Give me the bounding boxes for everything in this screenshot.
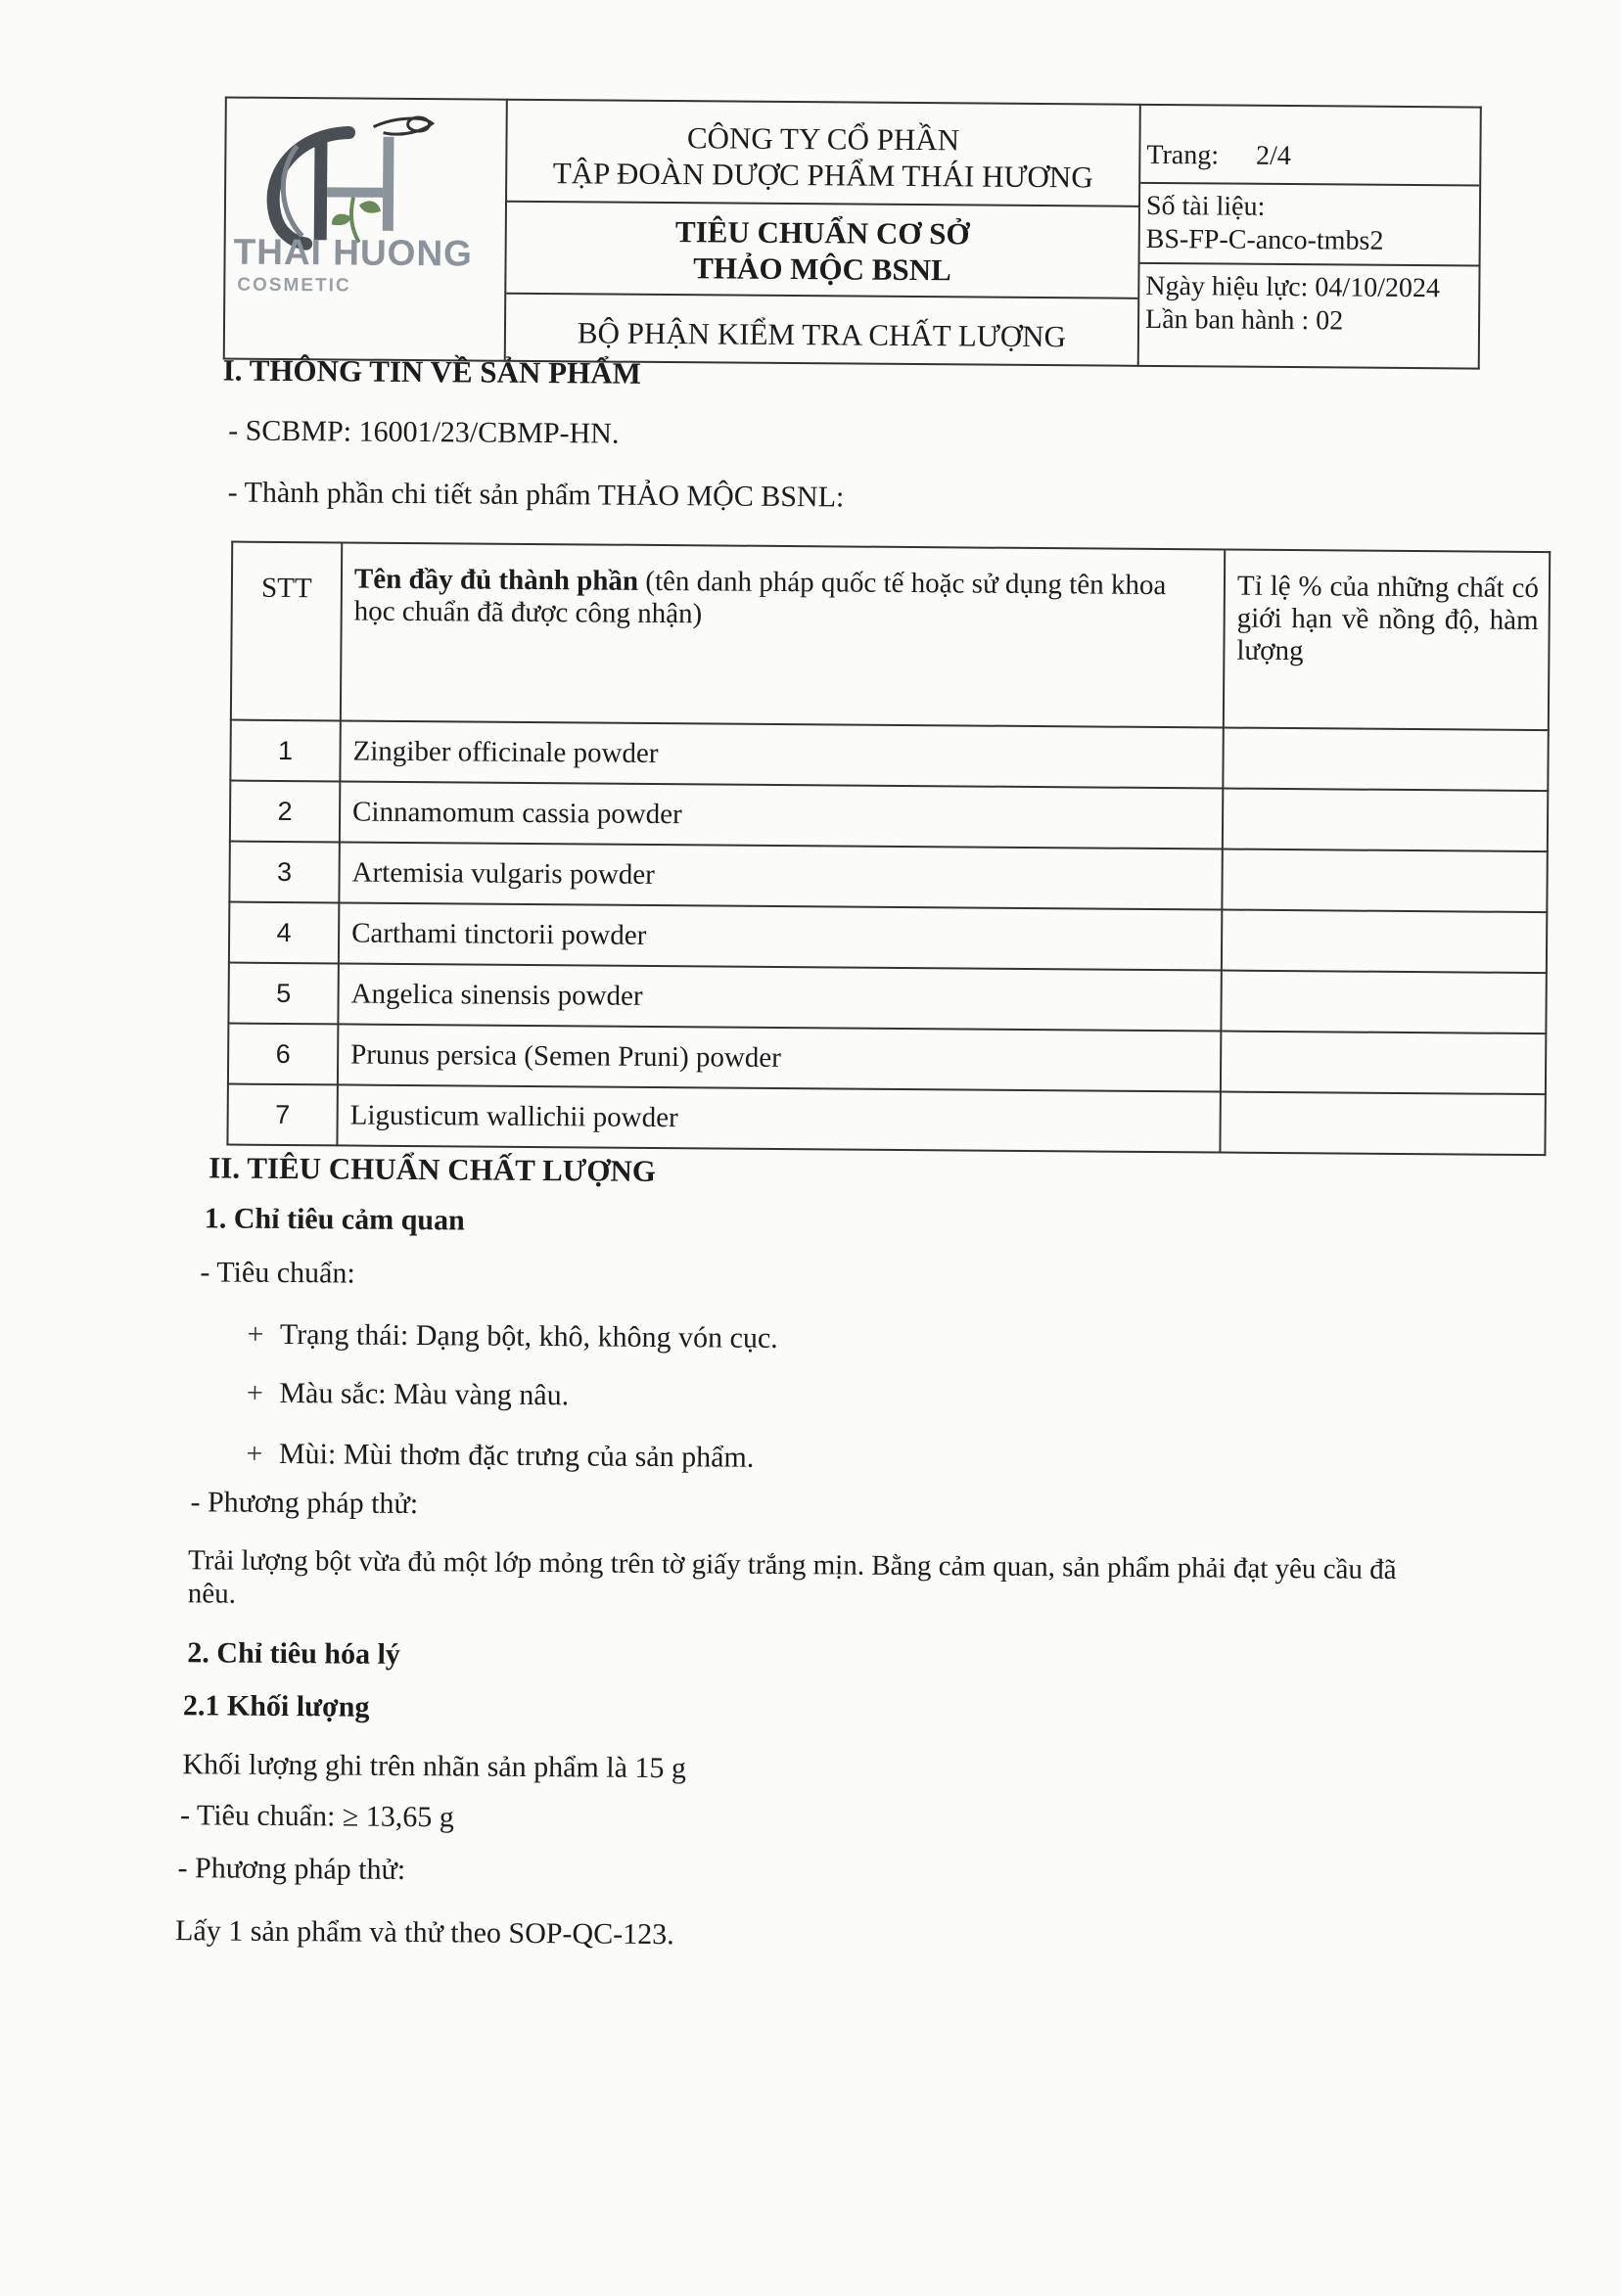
table-row <box>227 1084 1545 1156</box>
table-row <box>230 781 1548 852</box>
section-1-title: I. THÔNG TIN VỀ SẢN PHẨM <box>222 352 641 390</box>
company-name <box>507 101 1139 207</box>
table-row <box>229 842 1547 913</box>
col-name-bold: Tên đầy đủ thành phần <box>353 563 639 597</box>
plus-icon: + <box>246 1437 263 1470</box>
row-ratio <box>1222 910 1547 974</box>
row-ratio <box>1222 850 1547 913</box>
row-name: Prunus persica (Semen Pruni) powder <box>338 1024 1221 1091</box>
row-stt: 7 <box>227 1084 337 1146</box>
thai-huong-logo-icon <box>235 107 496 336</box>
standard-label: - Tiêu chuẩn: <box>200 1256 355 1290</box>
row-ratio <box>1223 728 1548 792</box>
col-ratio-header: Tỉ lệ % của những chất có giới hạn về nồng độ, hàm lượng <box>1224 550 1550 731</box>
row-stt: 2 <box>230 781 340 843</box>
standard-line-2: THẢO MỘC BSNL <box>693 251 951 288</box>
bullet-item <box>230 1437 755 1476</box>
table-row <box>228 963 1546 1034</box>
composition-intro: - Thành phần chi tiết sản phẩm THẢO MỘC BSNL: <box>227 476 845 514</box>
subsection-2-title: 2. Chỉ tiêu hóa lý <box>187 1636 401 1671</box>
logo-name: THAI HUONG <box>233 231 474 274</box>
row-name: Carthami tinctorii powder <box>339 902 1222 970</box>
col-stt-header: STT <box>231 542 342 721</box>
scbmp-line: - SCBMP: 16001/23/CBMP-HN. <box>228 414 620 450</box>
table-row <box>228 1024 1546 1095</box>
page-number: 2/4 <box>1255 140 1291 171</box>
row-ratio <box>1223 789 1548 852</box>
doc-number-value: BS-FP-C-anco-tmbs2 <box>1145 223 1384 256</box>
row-stt: 1 <box>230 720 340 782</box>
plus-icon: + <box>247 1317 264 1351</box>
company-line-2: TẬP ĐOÀN DƯỢC PHẨM THÁI HƯƠNG <box>552 156 1093 195</box>
logo-cell <box>224 97 507 360</box>
weight-standard: - Tiêu chuẩn: ≥ 13,65 g <box>179 1799 454 1834</box>
doc-number-label: Số tài liệu: <box>1145 190 1266 222</box>
row-ratio <box>1221 1032 1546 1095</box>
page-info <box>1140 130 1479 184</box>
bullet-text: Trạng thái: Dạng bột, khô, không vón cục. <box>279 1317 778 1355</box>
header-title-cell <box>505 100 1140 366</box>
standard-line-1: TIÊU CHUẨN CƠ SỞ <box>674 214 970 252</box>
table-row <box>229 902 1547 974</box>
issue-number: Lần ban hành : 02 <box>1144 303 1344 336</box>
col-name-header <box>341 542 1225 727</box>
document-header <box>223 96 1482 369</box>
weight-method-label: - Phương pháp thử: <box>177 1852 406 1886</box>
doc-number-info <box>1140 181 1480 264</box>
ingredients-table <box>226 541 1551 1157</box>
table-header-row <box>231 542 1550 731</box>
weight-method-text: Lấy 1 sản phẩm và thử theo SOP-QC-123. <box>174 1914 674 1952</box>
plus-icon: + <box>246 1376 264 1409</box>
page-label: Trang: <box>1146 139 1220 170</box>
row-name: Angelica sinensis powder <box>338 963 1221 1031</box>
subsection-2-1-title: 2.1 Khối lượng <box>182 1689 370 1723</box>
row-stt: 4 <box>229 902 339 964</box>
row-stt: 6 <box>228 1024 338 1085</box>
section-2-title: II. TIÊU CHUẨN CHẤT LƯỢNG <box>208 1150 657 1188</box>
logo-subtitle: COSMETIC <box>237 274 351 297</box>
row-name: Cinnamomum cassia powder <box>340 781 1223 849</box>
row-name: Ligusticum wallichii powder <box>337 1084 1220 1152</box>
company-line-1: CÔNG TY CỔ PHẦN <box>686 120 960 158</box>
bullet-item <box>231 1317 778 1356</box>
document-info-cell <box>1138 105 1481 369</box>
bullet-item <box>230 1376 569 1414</box>
col-name-rest: (tên danh pháp quốc tế hoặc sử dụng tên khoa học chuẩn đã được công nhận) <box>353 565 1167 630</box>
bullet-text: Màu sắc: Màu vàng nâu. <box>279 1376 570 1412</box>
row-stt: 3 <box>229 842 339 903</box>
row-ratio <box>1220 1092 1545 1156</box>
row-ratio <box>1221 971 1546 1034</box>
effective-info <box>1139 261 1479 343</box>
bullet-text: Mùi: Mùi thơm đặc trưng của sản phẩm. <box>278 1437 755 1474</box>
table-row <box>230 720 1548 792</box>
method-text: Trải lượng bột vừa đủ một lớp mỏng trên tờ giấy trắng mịn. Bằng cảm quan, sản phẩm phải đạt yêu cầu đã nêu. <box>187 1544 1397 1610</box>
standard-title <box>506 203 1138 299</box>
department: BỘ PHẬN KIỂM TRA CHẤT LƯỢNG <box>577 315 1067 354</box>
weight-text: Khối lượng ghi trên nhãn sản phẩm là 15 g <box>182 1748 687 1785</box>
subsection-1-title: 1. Chỉ tiêu cảm quan <box>204 1202 465 1237</box>
method-label: - Phương pháp thử: <box>190 1486 419 1521</box>
effective-date: Ngày hiệu lực: 04/10/2024 <box>1145 270 1441 303</box>
row-name: Zingiber officinale powder <box>340 720 1223 788</box>
row-name: Artemisia vulgaris powder <box>339 842 1222 909</box>
row-stt: 5 <box>228 963 338 1025</box>
